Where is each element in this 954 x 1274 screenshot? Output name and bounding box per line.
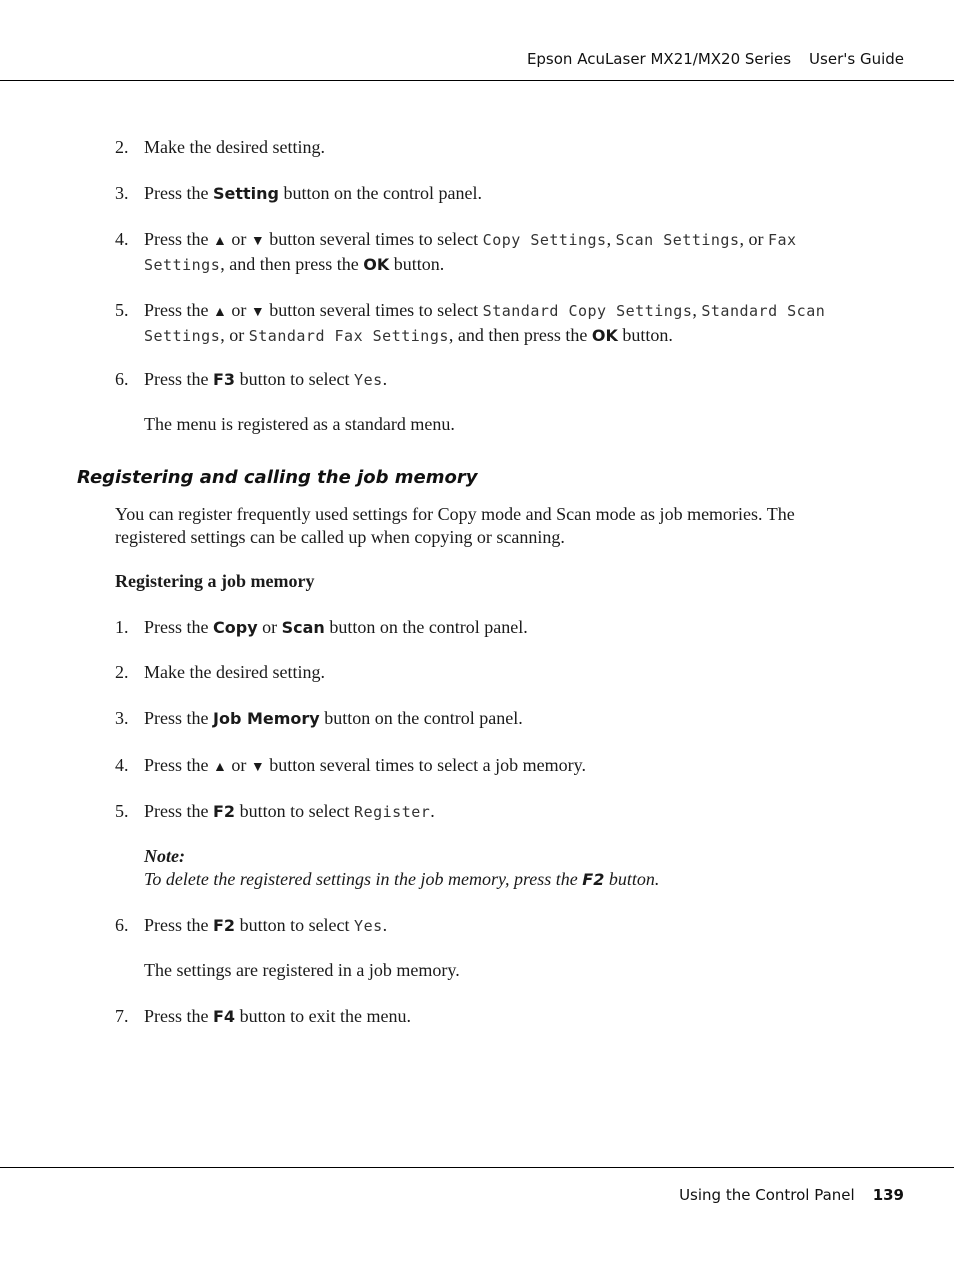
step-number: 6. bbox=[115, 369, 129, 389]
copy-button-label: Copy bbox=[213, 618, 258, 637]
footer-rule bbox=[0, 1167, 954, 1168]
step-b-2 bbox=[115, 661, 875, 684]
step-b-7 bbox=[115, 1005, 875, 1028]
menu-item-text: Fax bbox=[767, 231, 797, 249]
chapter-title: Using the Control Panel bbox=[679, 1186, 855, 1204]
step-text: Make the desired setting. bbox=[144, 137, 325, 157]
step-text: Press the bbox=[144, 183, 213, 203]
step-number: 3. bbox=[115, 708, 129, 728]
step-a-3 bbox=[115, 182, 875, 205]
page-number: 139 bbox=[872, 1186, 904, 1204]
step-text: Make the desired setting. bbox=[144, 662, 325, 682]
scan-button-label: Scan bbox=[281, 618, 325, 637]
step-text: . bbox=[430, 801, 435, 821]
guide-label: User's Guide bbox=[809, 50, 904, 68]
step-b-4 bbox=[115, 754, 875, 779]
page-header bbox=[527, 50, 904, 68]
step-text: . bbox=[382, 915, 388, 935]
step-text: Press the bbox=[144, 617, 213, 637]
step-text: or bbox=[257, 617, 282, 637]
step-text: Press the bbox=[144, 708, 213, 728]
menu-item-text: Scan Settings bbox=[615, 231, 740, 249]
intro-paragraph bbox=[115, 503, 860, 549]
step-a-4 bbox=[115, 228, 875, 277]
step-text: , or bbox=[739, 229, 768, 249]
ok-button-label: OK bbox=[363, 255, 390, 274]
step-text: Press the bbox=[144, 300, 213, 320]
step-text: , or bbox=[220, 325, 249, 345]
step-b-3 bbox=[115, 707, 875, 730]
step-text: or bbox=[226, 229, 251, 249]
step-text: button on the control panel. bbox=[279, 183, 482, 203]
step-text: Press the bbox=[144, 801, 213, 821]
step-text: button several times to select bbox=[264, 300, 483, 320]
menu-item-text: Copy Settings bbox=[482, 231, 607, 249]
step-text: Press the bbox=[144, 755, 213, 775]
menu-item-text: Standard Scan bbox=[701, 302, 826, 320]
step-text: or bbox=[226, 755, 251, 775]
step-text: button to select bbox=[235, 801, 355, 821]
step-text: button to select bbox=[235, 915, 355, 935]
f2-button-label: F2 bbox=[213, 802, 236, 821]
up-arrow-icon: ▲ bbox=[213, 305, 227, 320]
page-footer bbox=[679, 1186, 904, 1204]
up-arrow-icon: ▲ bbox=[213, 760, 227, 775]
intro-line: registered settings can be called up when copying or scanning. bbox=[115, 527, 565, 547]
step-a-6 bbox=[115, 368, 875, 392]
intro-line: You can register frequently used settings for Copy mode and Scan mode as job memories. The bbox=[115, 504, 795, 524]
step-b-6 bbox=[115, 914, 875, 938]
f2-button-label: F2 bbox=[582, 870, 605, 889]
step-b-1 bbox=[115, 616, 875, 639]
down-arrow-icon: ▼ bbox=[250, 760, 265, 775]
f4-button-label: F4 bbox=[213, 1007, 236, 1026]
menu-item-text: Yes bbox=[354, 371, 383, 389]
step-number: 6. bbox=[115, 915, 129, 935]
section-heading: Registering and calling the job memory bbox=[77, 467, 478, 488]
job-memory-button-label: Job Memory bbox=[213, 709, 320, 728]
step-text: button. bbox=[389, 254, 445, 274]
step-text: button several times to select bbox=[264, 229, 483, 249]
note-text-part: button. bbox=[604, 869, 660, 889]
down-arrow-icon: ▼ bbox=[250, 305, 265, 320]
step-text: Press the bbox=[144, 369, 213, 389]
step-number: 5. bbox=[115, 300, 129, 320]
step-b-5 bbox=[115, 800, 875, 824]
step-number: 1. bbox=[115, 617, 129, 637]
setting-button-label: Setting bbox=[213, 184, 279, 203]
menu-item-text: Standard Copy Settings bbox=[482, 302, 693, 320]
header-rule bbox=[0, 80, 954, 81]
manual-title: Epson AcuLaser MX21/MX20 Series bbox=[526, 50, 792, 68]
f2-button-label: F2 bbox=[213, 916, 236, 935]
step-result: The settings are registered in a job memory. bbox=[144, 960, 460, 980]
menu-item-text: Yes bbox=[354, 917, 383, 935]
step-number: 2. bbox=[115, 662, 129, 682]
step-text: Press the bbox=[144, 1006, 213, 1026]
step-text: Press the bbox=[144, 229, 213, 249]
step-text: Press the bbox=[144, 915, 213, 935]
f3-button-label: F3 bbox=[213, 370, 236, 389]
step-result: The menu is registered as a standard menu. bbox=[144, 414, 455, 434]
step-number: 2. bbox=[115, 137, 129, 157]
up-arrow-icon: ▲ bbox=[213, 234, 227, 249]
subheading: Registering a job memory bbox=[115, 571, 315, 591]
step-number: 4. bbox=[115, 755, 129, 775]
step-text: button. bbox=[617, 325, 673, 345]
step-text: button on the control panel. bbox=[324, 617, 528, 637]
step-text: , and then press the bbox=[448, 325, 592, 345]
ok-button-label: OK bbox=[591, 326, 618, 345]
step-text: , bbox=[606, 229, 616, 249]
note-text bbox=[144, 869, 659, 890]
menu-item-text: Settings bbox=[144, 256, 221, 274]
step-number: 4. bbox=[115, 229, 129, 249]
step-text: button to exit the menu. bbox=[235, 1006, 412, 1026]
step-number: 3. bbox=[115, 183, 129, 203]
step-number: 5. bbox=[115, 801, 129, 821]
note-text-part: To delete the registered settings in the job memory, press the bbox=[144, 869, 583, 889]
menu-item-text: Standard Fax Settings bbox=[248, 327, 449, 345]
step-text: or bbox=[226, 300, 251, 320]
step-text: , and then press the bbox=[220, 254, 364, 274]
step-text: button on the control panel. bbox=[319, 708, 523, 728]
step-text: button several times to select a job memory. bbox=[264, 755, 586, 775]
step-number: 7. bbox=[115, 1006, 129, 1026]
down-arrow-icon: ▼ bbox=[250, 234, 265, 249]
menu-item-text: Settings bbox=[144, 327, 221, 345]
step-text: . bbox=[382, 369, 388, 389]
note-label: Note: bbox=[144, 846, 185, 866]
step-a-2 bbox=[115, 136, 875, 159]
menu-item-text: Register bbox=[354, 803, 431, 821]
step-a-5 bbox=[115, 299, 875, 348]
step-text: , bbox=[692, 300, 702, 320]
step-text: button to select bbox=[235, 369, 355, 389]
